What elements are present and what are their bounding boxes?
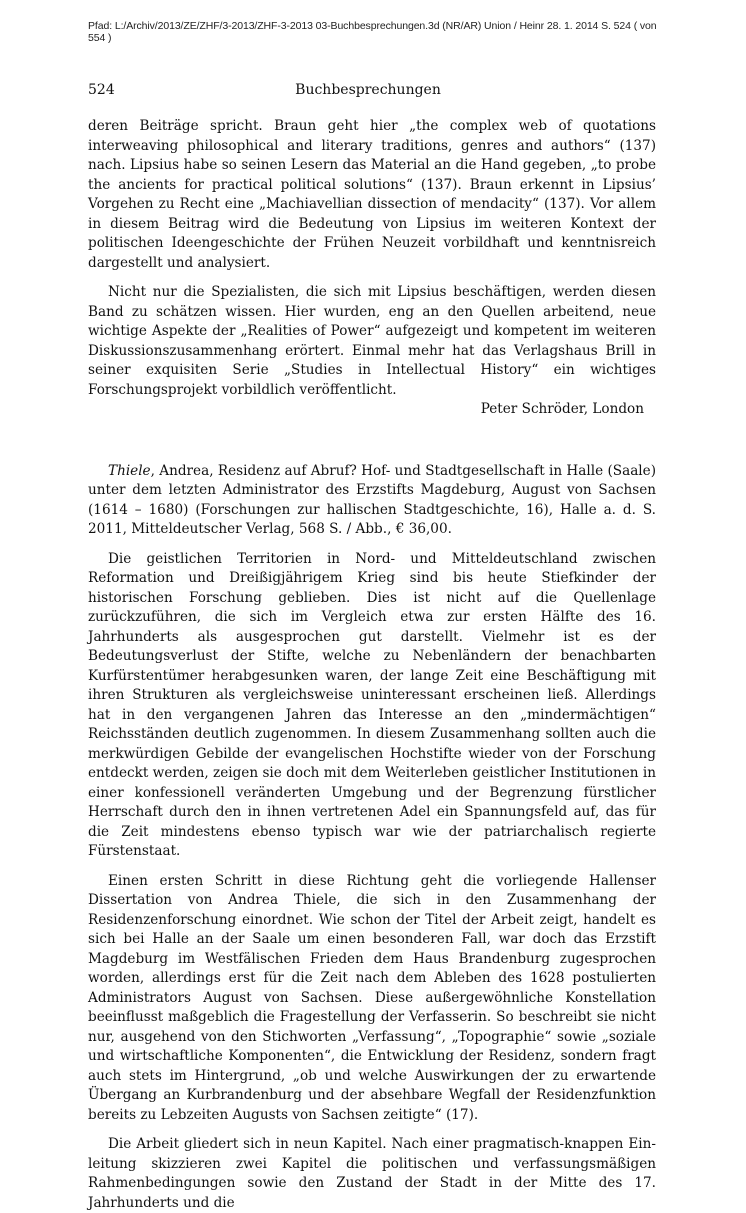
reviewed-citation: , Andrea, Residenz auf Abruf? Hof- und Stadtgesellschaft in Halle (Saale) unter dem letzten Administrator des Erzstifts Magdeburg, August von Sachsen (1614 – 1680) (Forschungen zur hallischen Stadtgeschichte, 16), Halle a. d. S. 2011, Mitteldeutscher Verlag, 568 S. / Abb., € 36,00. bbox=[88, 462, 656, 537]
body-paragraph: Einen ersten Schritt in diese Richtung geht die vorliegende Hallenser Dissertation von Andrea Thiele, die sich in den Zusammenhang der Residenzenforschung einordnet. Wie schon der Titel der Arbeit zeigt, handelt es sich bei Halle an der Saale um einen besonderen Fall, war doch das Erzstift Magdeburg im Westfälischen Frieden dem Haus Brandenburg zugesprochen worden, allerdings erst für die Zeit nach dem Ableben des 1628 postulierten Administrators August von Sachsen. Diese außergewöhnliche Konstellation beeinflusst maßgeblich die Fragestellung der Verfasserin. So beschreibt sie nicht nur, ausgehend von den Stichworten „Verfassung“, „Topographie“ sowie „soziale und wirtschaftliche Komponenten“, die Entwicklung der Residenz, sondern fragt auch stets im Hintergrund, „ob und welche Auswirkungen der zu erwartende Übergang an Kurbrandenburg und der absehbare Wegfall der Residenzfunktion bereits zu Lebzeiten Augusts von Sachsen zeitigte“ (17). bbox=[88, 872, 656, 1123]
review-bibliographic-entry bbox=[88, 462, 656, 540]
body-paragraph: Nicht nur die Spezialisten, die sich mit Lipsius beschäftigen, werden diesen Band zu schätzen wissen. Hier wurden, eng an den Quellen arbeitend, neue wichtige Aspekte der „Realities of Power“ aufgezeigt und kompetent im weiteren Diskussionszusammenhang erörtert. Einmal mehr hat das Verlagshaus Brill in seiner exquisiten Serie „Studies in Intellectual History“ ein wichtiges Forschungsprojekt vorbildlich veröffentlicht. bbox=[88, 284, 656, 398]
page-body bbox=[88, 117, 656, 1213]
body-paragraph: Die geistlichen Territorien in Nord- und Mitteldeutschland zwischen Reformation und Dreißigjährigem Krieg sind bis heute Stiefkinder der historischen Forschung geblieben. Dies ist nicht auf die Quellenlage zurückzuführen, die sich im Vergleich etwa zur ersten Hälfte des 16. Jahrhunderts als ausgesprochen gut darstellt. Vielmehr ist es der Bedeutungsverlust der Stifte, welche zu Nebenländern der benachbarten Kurfürstentümer herabgesunken waren, der lange Zeit eine Beschäftigung mit ihren Strukturen als vergleichsweise uninteressant erscheinen ließ. Allerdings hat in den vergangenen Jahren das Interesse an den „mindermächtigen“ Reichsständen deutlich zugenommen. In diesem Zusammenhang sollten auch die merkwürdigen Gebilde der evangelischen Hochstifte wieder von der Forschung entdeckt werden, zeigen sie doch mit dem Weiterleben geistlicher Institutionen in einer konfessionell veränderten Umgebung und der Begrenzung fürstlicher Herrschaft durch den in ihnen vertretenen Adel ein Spannungsfeld auf, das für die Zeit mindestens ebenso typisch war wie der patriarchalisch regierte Fürstenstaat. bbox=[88, 550, 656, 859]
body-paragraph: deren Beiträge spricht. Braun geht hier „the complex web of quotations interweaving philosophical and literary traditions, genres and authors“ (137) nach. Lipsius habe so seinen Lesern das Material an die Hand gegeben, „to probe the ancients for practical political solutions“ (137). Braun erkennt in Lipsius’ Vorgehen zu Recht eine „Machiavellian dissection of mendacity“ (137). Vor allem in diesem Beitrag wird die Bedeutung von Lipsius im weiteren Kontext der politischen Ideengeschichte der Frühen Neuzeit vorbildhaft und kenntnisreich dargestellt und analysiert. bbox=[88, 118, 656, 271]
running-title: Buchbesprechungen bbox=[295, 82, 441, 98]
reviewed-author: Thiele bbox=[108, 462, 151, 479]
body-paragraph: Die Arbeit gliedert sich in neun Kapitel. Nach einer pragmatisch-knappen Einleitung skizzieren zwei Kapitel die politischen und verfassungsmäßigen Rahmenbedingungen sowie den Zustand der Stadt in der Mitte des 17. Jahrhunderts und die bbox=[88, 1136, 656, 1211]
page-number: 524 bbox=[88, 82, 115, 98]
reviewer-signature: Peter Schröder, London bbox=[480, 401, 644, 417]
file-path-slug: Pfad: L:/Archiv/2013/ZE/ZHF/3-2013/ZHF-3-2013 03-Buchbesprechungen.3d (NR/AR) Union / Heinr 28. 1. 2014 S. 524 ( von 554 ) bbox=[88, 20, 657, 44]
running-header bbox=[88, 82, 648, 102]
